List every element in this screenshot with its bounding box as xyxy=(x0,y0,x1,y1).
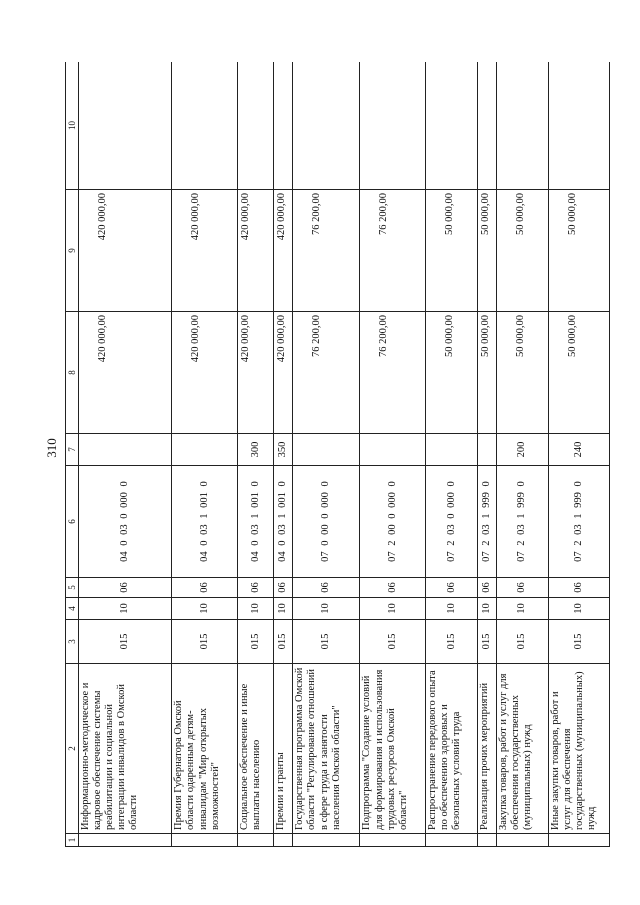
row-subsection-cell: 06 xyxy=(238,578,274,598)
row-col1-cell xyxy=(79,834,172,847)
row-expense-type-cell: 200 xyxy=(497,434,548,466)
row-amount-cell: 50 000,00 xyxy=(426,312,477,434)
row-name-cell: Премии и гранты xyxy=(274,664,293,834)
row-expense-type-cell xyxy=(79,434,172,466)
row-section-cell: 10 xyxy=(360,598,426,620)
row-amount-cell: 420 000,00 xyxy=(172,190,238,312)
column-header: 5 xyxy=(66,578,79,598)
row-code-cell: 015 xyxy=(293,620,360,664)
row-name-cell: Иные закупки товаров, работ и услуг для обеспечения государственных (муниципальных) нужд xyxy=(548,664,609,834)
row-target-code-cell: 07 2 03 1 999 0 xyxy=(497,466,548,578)
table-row xyxy=(497,62,548,847)
row-section-cell: 10 xyxy=(477,598,496,620)
row-target-code-cell: 07 2 03 0 000 0 xyxy=(426,466,477,578)
row-subsection-cell: 06 xyxy=(360,578,426,598)
row-col10-cell xyxy=(548,62,609,190)
row-name-cell: Подпрограмма "Создание условий для формирования и использования трудовых ресурсов Омской области" xyxy=(360,664,426,834)
row-expense-type-cell: 350 xyxy=(274,434,293,466)
row-amount-cell: 420 000,00 xyxy=(274,190,293,312)
row-section-cell: 10 xyxy=(497,598,548,620)
row-section-cell: 10 xyxy=(426,598,477,620)
row-section-cell: 10 xyxy=(172,598,238,620)
table-row xyxy=(477,62,496,847)
row-target-code-cell: 07 2 00 0 000 0 xyxy=(360,466,426,578)
row-expense-type-cell xyxy=(360,434,426,466)
row-code-cell: 015 xyxy=(172,620,238,664)
row-subsection-cell: 06 xyxy=(477,578,496,598)
row-target-code-cell: 07 0 00 0 000 0 xyxy=(293,466,360,578)
column-header: 3 xyxy=(66,620,79,664)
row-col10-cell xyxy=(274,62,293,190)
row-expense-type-cell: 300 xyxy=(238,434,274,466)
row-subsection-cell: 06 xyxy=(497,578,548,598)
row-col10-cell xyxy=(172,62,238,190)
table-row xyxy=(548,62,609,847)
row-amount-cell: 50 000,00 xyxy=(548,190,609,312)
table-row xyxy=(360,62,426,847)
row-col1-cell xyxy=(293,834,360,847)
row-expense-type-cell xyxy=(477,434,496,466)
row-expense-type-cell: 240 xyxy=(548,434,609,466)
table-row xyxy=(172,62,238,847)
row-section-cell: 10 xyxy=(238,598,274,620)
row-name-cell: Распространение передового опыта по обеспечению здоровых и безопасных условий труда xyxy=(426,664,477,834)
row-expense-type-cell xyxy=(172,434,238,466)
table-row xyxy=(238,62,274,847)
row-amount-cell: 50 000,00 xyxy=(497,190,548,312)
row-col1-cell xyxy=(172,834,238,847)
row-col1-cell xyxy=(360,834,426,847)
row-target-code-cell: 04 0 03 1 001 0 xyxy=(274,466,293,578)
row-target-code-cell: 07 2 03 1 999 0 xyxy=(548,466,609,578)
row-target-code-cell: 07 2 03 1 999 0 xyxy=(477,466,496,578)
row-subsection-cell: 06 xyxy=(426,578,477,598)
rotated-table-container xyxy=(65,62,610,847)
column-header: 8 xyxy=(66,312,79,434)
row-col1-cell xyxy=(477,834,496,847)
row-col10-cell xyxy=(426,62,477,190)
budget-table xyxy=(65,62,610,847)
row-amount-cell: 76 200,00 xyxy=(360,190,426,312)
row-code-cell: 015 xyxy=(238,620,274,664)
row-amount-cell: 76 200,00 xyxy=(293,312,360,434)
row-col1-cell xyxy=(274,834,293,847)
row-amount-cell: 420 000,00 xyxy=(172,312,238,434)
row-section-cell: 10 xyxy=(548,598,609,620)
row-name-cell: Государственная программа Омской области "Регулирование отношений в сфере труда и занятости населения Омской области" xyxy=(293,664,360,834)
row-code-cell: 015 xyxy=(477,620,496,664)
row-name-cell: Реализация прочих мероприятий xyxy=(477,664,496,834)
row-target-code-cell: 04 0 03 1 001 0 xyxy=(172,466,238,578)
budget-table-sheet xyxy=(65,62,610,847)
row-target-code-cell: 04 0 03 1 001 0 xyxy=(238,466,274,578)
row-col10-cell xyxy=(79,62,172,190)
column-header: 7 xyxy=(66,434,79,466)
column-header: 6 xyxy=(66,466,79,578)
column-header: 1 xyxy=(66,834,79,847)
column-header: 10 xyxy=(66,62,79,190)
row-col1-cell xyxy=(497,834,548,847)
row-name-cell: Социальное обеспечение и иные выплаты населению xyxy=(238,664,274,834)
row-name-cell: Премия Губернатора Омской области одаренным детям-инвалидам "Мир открытых возможностей" xyxy=(172,664,238,834)
row-amount-cell: 50 000,00 xyxy=(426,190,477,312)
row-amount-cell: 50 000,00 xyxy=(548,312,609,434)
row-amount-cell: 420 000,00 xyxy=(79,190,172,312)
row-code-cell: 015 xyxy=(548,620,609,664)
row-section-cell: 10 xyxy=(79,598,172,620)
row-col10-cell xyxy=(477,62,496,190)
row-col1-cell xyxy=(426,834,477,847)
row-col10-cell xyxy=(238,62,274,190)
row-target-code-cell: 04 0 03 0 000 0 xyxy=(79,466,172,578)
row-code-cell: 015 xyxy=(426,620,477,664)
row-section-cell: 10 xyxy=(274,598,293,620)
row-subsection-cell: 06 xyxy=(293,578,360,598)
row-amount-cell: 50 000,00 xyxy=(497,312,548,434)
table-row xyxy=(79,62,172,847)
column-number-row xyxy=(66,62,79,847)
row-amount-cell: 420 000,00 xyxy=(238,190,274,312)
row-code-cell: 015 xyxy=(79,620,172,664)
row-col10-cell xyxy=(497,62,548,190)
row-amount-cell: 50 000,00 xyxy=(477,190,496,312)
row-amount-cell: 420 000,00 xyxy=(238,312,274,434)
table-row xyxy=(426,62,477,847)
table-row xyxy=(293,62,360,847)
row-code-cell: 015 xyxy=(360,620,426,664)
row-subsection-cell: 06 xyxy=(548,578,609,598)
row-code-cell: 015 xyxy=(274,620,293,664)
row-subsection-cell: 06 xyxy=(172,578,238,598)
row-col10-cell xyxy=(360,62,426,190)
row-code-cell: 015 xyxy=(497,620,548,664)
row-expense-type-cell xyxy=(293,434,360,466)
row-col10-cell xyxy=(293,62,360,190)
column-header: 4 xyxy=(66,598,79,620)
row-amount-cell: 50 000,00 xyxy=(477,312,496,434)
row-expense-type-cell xyxy=(426,434,477,466)
column-header: 2 xyxy=(66,664,79,834)
row-name-cell: Закупка товаров, работ и услуг для обеспечения государственных (муниципальных) нужд xyxy=(497,664,548,834)
row-subsection-cell: 06 xyxy=(79,578,172,598)
table-row xyxy=(274,62,293,847)
row-name-cell: Информационно-методическое и кадровое обеспечение системы реабилитации и социальной интеграции инвалидов в Омской области xyxy=(79,664,172,834)
row-amount-cell: 420 000,00 xyxy=(79,312,172,434)
row-col1-cell xyxy=(238,834,274,847)
page-number: 310 xyxy=(44,438,59,458)
row-amount-cell: 76 200,00 xyxy=(360,312,426,434)
row-amount-cell: 420 000,00 xyxy=(274,312,293,434)
row-subsection-cell: 06 xyxy=(274,578,293,598)
row-section-cell: 10 xyxy=(293,598,360,620)
column-header: 9 xyxy=(66,190,79,312)
row-amount-cell: 76 200,00 xyxy=(293,190,360,312)
row-col1-cell xyxy=(548,834,609,847)
